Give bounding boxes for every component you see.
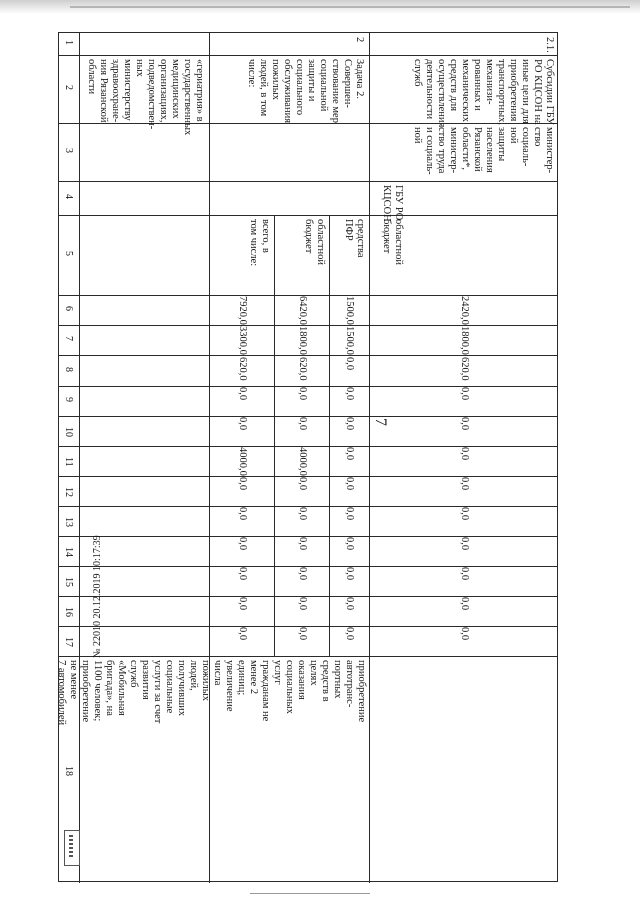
- column-number-4: 4: [63, 194, 74, 199]
- row21-value-6: 2420,0: [459, 296, 470, 325]
- row21-executor-line: ство: [532, 127, 543, 147]
- task2-value-0-8: 620,0: [236, 356, 248, 381]
- task2-title-line: социальной: [318, 59, 329, 112]
- row21-value-17: 0,0: [459, 627, 470, 641]
- row21-title-line: иные цели для: [520, 59, 531, 124]
- row21-value-7: 1800,0: [459, 326, 470, 355]
- task2-result-line: портных: [332, 660, 343, 699]
- row21-value-12: 0,0: [459, 477, 470, 491]
- task2-value-0-14: 0,0: [236, 537, 248, 551]
- row21-title-line: механических: [460, 59, 471, 123]
- task2-value-2-7: 1500,0: [344, 326, 355, 355]
- task2-title: [245, 59, 365, 123]
- row-top-col2-line: государственных: [182, 59, 193, 136]
- row-top-col2-line: медицинских: [170, 59, 181, 119]
- task2-value-1-6: 6420,0: [296, 296, 308, 325]
- task2-result-line: автотранс-: [344, 660, 355, 708]
- row21-executor-line: защиты: [496, 127, 507, 162]
- column-number-10: 10: [63, 427, 74, 437]
- task2-title-line: пожилых: [270, 59, 281, 101]
- table-rule: [59, 536, 557, 537]
- table-rule: [59, 215, 557, 216]
- task2-value-2-8: 0,0: [344, 356, 355, 370]
- registration-stamp: № 22010 20.12.2019 10:17:39: [92, 535, 103, 658]
- task2-number: 2: [354, 37, 365, 43]
- task2-source-label-1-line: областной: [315, 219, 326, 265]
- row21-executor-line: области*,: [460, 127, 471, 170]
- task2-title-line: людей, в том: [258, 59, 269, 117]
- task2-value-0-12: 0,0: [236, 477, 248, 491]
- column-number-16: 16: [63, 607, 74, 617]
- task2-source-label-0-line: всего, в: [260, 219, 271, 253]
- task2-result-line: не менее: [68, 660, 79, 700]
- column-number-6: 6: [63, 306, 74, 311]
- task2-result: [55, 660, 367, 725]
- task2-result-line: развития: [140, 660, 151, 700]
- task2-result-line: служб: [128, 660, 139, 688]
- task2-value-2-10: 0,0: [344, 417, 355, 431]
- task2-value-1-11: 4000,0: [296, 447, 308, 476]
- column-number-3: 3: [63, 148, 74, 153]
- scan-bottom-line: [250, 893, 370, 894]
- program-table: [58, 32, 558, 882]
- table-rule: [369, 33, 370, 883]
- task2-result-line: социальных: [284, 660, 295, 714]
- task2-result-line: менее 2: [248, 660, 259, 695]
- column-number-11: 11: [63, 457, 74, 467]
- row-top-col2-line: организациях,: [158, 59, 169, 123]
- task2-source-label-2: [342, 219, 366, 258]
- task2-value-1-10: 0,0: [296, 417, 308, 431]
- column-number-18: 18: [63, 765, 74, 776]
- task2-result-line: 1100 человек;: [92, 660, 103, 722]
- table-rule: [274, 215, 275, 656]
- column-number-2: 2: [63, 85, 74, 90]
- task2-value-2-9: 0,0: [344, 387, 355, 401]
- table-rule: [59, 355, 557, 356]
- task2-result-line: приобретение: [356, 660, 367, 723]
- task2-title-line: обслуживания: [282, 59, 293, 124]
- task2-result-line: пожилых: [200, 660, 211, 702]
- task2-value-1-8: 620,0: [296, 356, 308, 381]
- row21-title-line: рованных и: [472, 59, 483, 111]
- task2-value-1-7: 1800,0: [296, 326, 308, 355]
- task2-value-0-15: 0,0: [236, 567, 248, 581]
- row-top-col2-line: ния Рязанской: [98, 59, 109, 123]
- task2-title-line: числе:: [246, 59, 257, 88]
- task2-result-line: услуг: [272, 660, 283, 685]
- task2-source-label-1-line: бюджет: [303, 219, 314, 254]
- task2-value-0-7: 3300,0: [236, 326, 248, 355]
- row-top-col2-line: министерству: [122, 59, 133, 121]
- table-rule: [59, 446, 557, 447]
- task2-value-2-15: 0,0: [344, 567, 355, 581]
- table-rule: [59, 656, 557, 657]
- row21-title-line: транспортных,: [496, 59, 507, 126]
- task2-title-line: ствование мер: [330, 59, 341, 123]
- row-top-col2-line: здравоохране-: [110, 59, 121, 123]
- row21-title-line: деятельности: [424, 59, 435, 120]
- task2-result-line: увеличение: [224, 660, 235, 712]
- task2-result-line: целях: [308, 660, 319, 686]
- row21-title-line: служб: [412, 59, 423, 87]
- column-number-1: 1: [63, 40, 74, 45]
- row21-executor-line: населения: [484, 127, 495, 173]
- row21-title-line: Субсидии ГБУ: [544, 59, 555, 125]
- task2-value-0-17: 0,0: [236, 627, 248, 641]
- row21-title-line: РО КЦСОН на: [532, 59, 543, 125]
- table-rule: [59, 181, 557, 182]
- column-number-15: 15: [63, 577, 74, 587]
- row21-executor-line: ной: [412, 127, 423, 144]
- table-rule: [59, 295, 557, 296]
- row21-value-8: 620,0: [459, 356, 470, 381]
- row21-title-line: механизи-: [484, 59, 495, 105]
- task2-value-2-13: 0,0: [344, 507, 355, 521]
- row21-source-line: областной: [393, 219, 404, 265]
- task2-value-0-9: 0,0: [236, 387, 248, 401]
- table-rule: [59, 476, 557, 477]
- task2-value-1-9: 0,0: [296, 387, 308, 401]
- table-rule: [329, 215, 330, 656]
- task2-result-line: приобретение: [80, 660, 91, 723]
- task2-source-label-0: [247, 219, 271, 266]
- page-number: 7: [372, 418, 389, 426]
- column-number-5: 5: [63, 251, 74, 256]
- task2-result-line: единиц;: [236, 660, 247, 696]
- task2-result-line: гражданам не: [260, 660, 271, 722]
- row21-participant-line: КЦСОН: [381, 185, 392, 222]
- task2-title-line: социального: [294, 59, 305, 116]
- table-rule: [59, 386, 557, 387]
- row21-title-line: осуществления: [436, 59, 447, 128]
- task2-result-line: средств в: [320, 660, 331, 702]
- row-top-col2-line: области: [86, 59, 97, 95]
- row21-value-9: 0,0: [459, 387, 470, 401]
- table-rule: [59, 325, 557, 326]
- task2-result-line: социальные: [164, 660, 175, 714]
- task2-value-1-16: 0,0: [296, 597, 308, 611]
- task2-result-line: людей,: [188, 660, 199, 691]
- table-rule: [59, 416, 557, 417]
- task2-value-0-13: 0,0: [236, 507, 248, 521]
- task2-value-0-10: 0,0: [236, 417, 248, 431]
- row21-executor-line: министер-: [544, 127, 555, 174]
- column-number-8: 8: [63, 366, 74, 372]
- row-top-col2-line: «гериатрия» в: [194, 59, 205, 122]
- column-number-14: 14: [63, 547, 74, 557]
- row21-source: [380, 219, 404, 265]
- task2-result-line: получивших: [176, 660, 187, 717]
- task2-source-label-0-line: том числе:: [248, 219, 259, 267]
- task2-value-1-14: 0,0: [296, 537, 308, 551]
- table-rule: [59, 626, 557, 627]
- row21-value-13: 0,0: [459, 507, 470, 521]
- row21-executor-line: ство труда: [436, 127, 447, 174]
- table-rule: [59, 596, 557, 597]
- column-number-12: 12: [63, 487, 74, 497]
- row21-value-16: 0,0: [459, 597, 470, 611]
- task2-title-line: Совершен-: [342, 59, 353, 108]
- column-number-9: 9: [63, 397, 74, 402]
- task2-value-1-17: 0,0: [296, 627, 308, 641]
- column-number-17: 17: [63, 637, 74, 647]
- task2-value-0-6: 7920,0: [236, 296, 248, 325]
- row-top-col2-line: ных: [134, 59, 145, 77]
- row21-title-line: средств для: [448, 59, 459, 112]
- table-rule: [59, 506, 557, 507]
- row21-value-10: 0,0: [459, 417, 470, 431]
- column-number-13: 13: [63, 517, 74, 527]
- task2-source-label-2-line: ПФР: [343, 219, 354, 241]
- column-number-7: 7: [63, 336, 74, 341]
- row-top-col2: [85, 59, 205, 135]
- task2-value-1-15: 0,0: [296, 567, 308, 581]
- row21-executor-line: ной: [508, 127, 519, 144]
- scan-edge-line: [70, 6, 630, 8]
- table-rule: [59, 55, 557, 56]
- row21-value-14: 0,0: [459, 537, 470, 551]
- row21-executor-line: социаль-: [520, 127, 531, 167]
- row-top-col2-line: подведомствен-: [146, 59, 157, 130]
- task2-value-2-17: 0,0: [344, 627, 355, 641]
- task2-value-2-12: 0,0: [344, 477, 355, 491]
- row21-participant: [380, 185, 404, 222]
- task2-result-line: услуги за счет: [152, 660, 163, 724]
- table-rule: [79, 33, 80, 883]
- row21-number: 2.1.: [544, 37, 555, 53]
- row21-title-line: приобретения: [508, 59, 519, 122]
- document-logo: [64, 830, 80, 866]
- task2-value-2-6: 1500,0: [344, 296, 355, 325]
- task2-result-line: оказания: [296, 660, 307, 700]
- row21-participant-line: ГБУ РО: [393, 185, 404, 221]
- task2-result-line: числа: [212, 660, 223, 686]
- task2-value-0-11: 4000,0: [236, 447, 248, 476]
- row21-value-11: 0,0: [459, 447, 470, 461]
- task2-source-label-2-line: средства: [355, 219, 366, 258]
- task2-title-line: Задача 2.: [354, 59, 365, 99]
- row21-executor-line: Рязанской: [472, 127, 483, 172]
- task2-value-1-13: 0,0: [296, 507, 308, 521]
- task2-value-2-16: 0,0: [344, 597, 355, 611]
- table-rule: [209, 33, 210, 883]
- task2-source-label-1: [302, 219, 326, 265]
- task2-result-line: бригада», на: [104, 660, 115, 716]
- table-rule: [59, 566, 557, 567]
- task2-value-0-16: 0,0: [236, 597, 248, 611]
- task2-result-line: 7 автомобилей: [56, 660, 67, 726]
- task2-title-line: защиты и: [306, 59, 317, 102]
- row21-value-15: 0,0: [459, 567, 470, 581]
- row21-executor-line: и социаль-: [424, 127, 435, 175]
- task2-value-2-14: 0,0: [344, 537, 355, 551]
- task2-result-line: «Мобильная: [116, 660, 127, 716]
- task2-value-1-12: 0,0: [296, 477, 308, 491]
- row21-executor: [411, 127, 555, 175]
- row21-title: [411, 59, 555, 127]
- row21-executor-line: министер-: [448, 127, 459, 174]
- row21-source-line: бюджет: [381, 219, 392, 254]
- task2-value-2-11: 0,0: [344, 447, 355, 461]
